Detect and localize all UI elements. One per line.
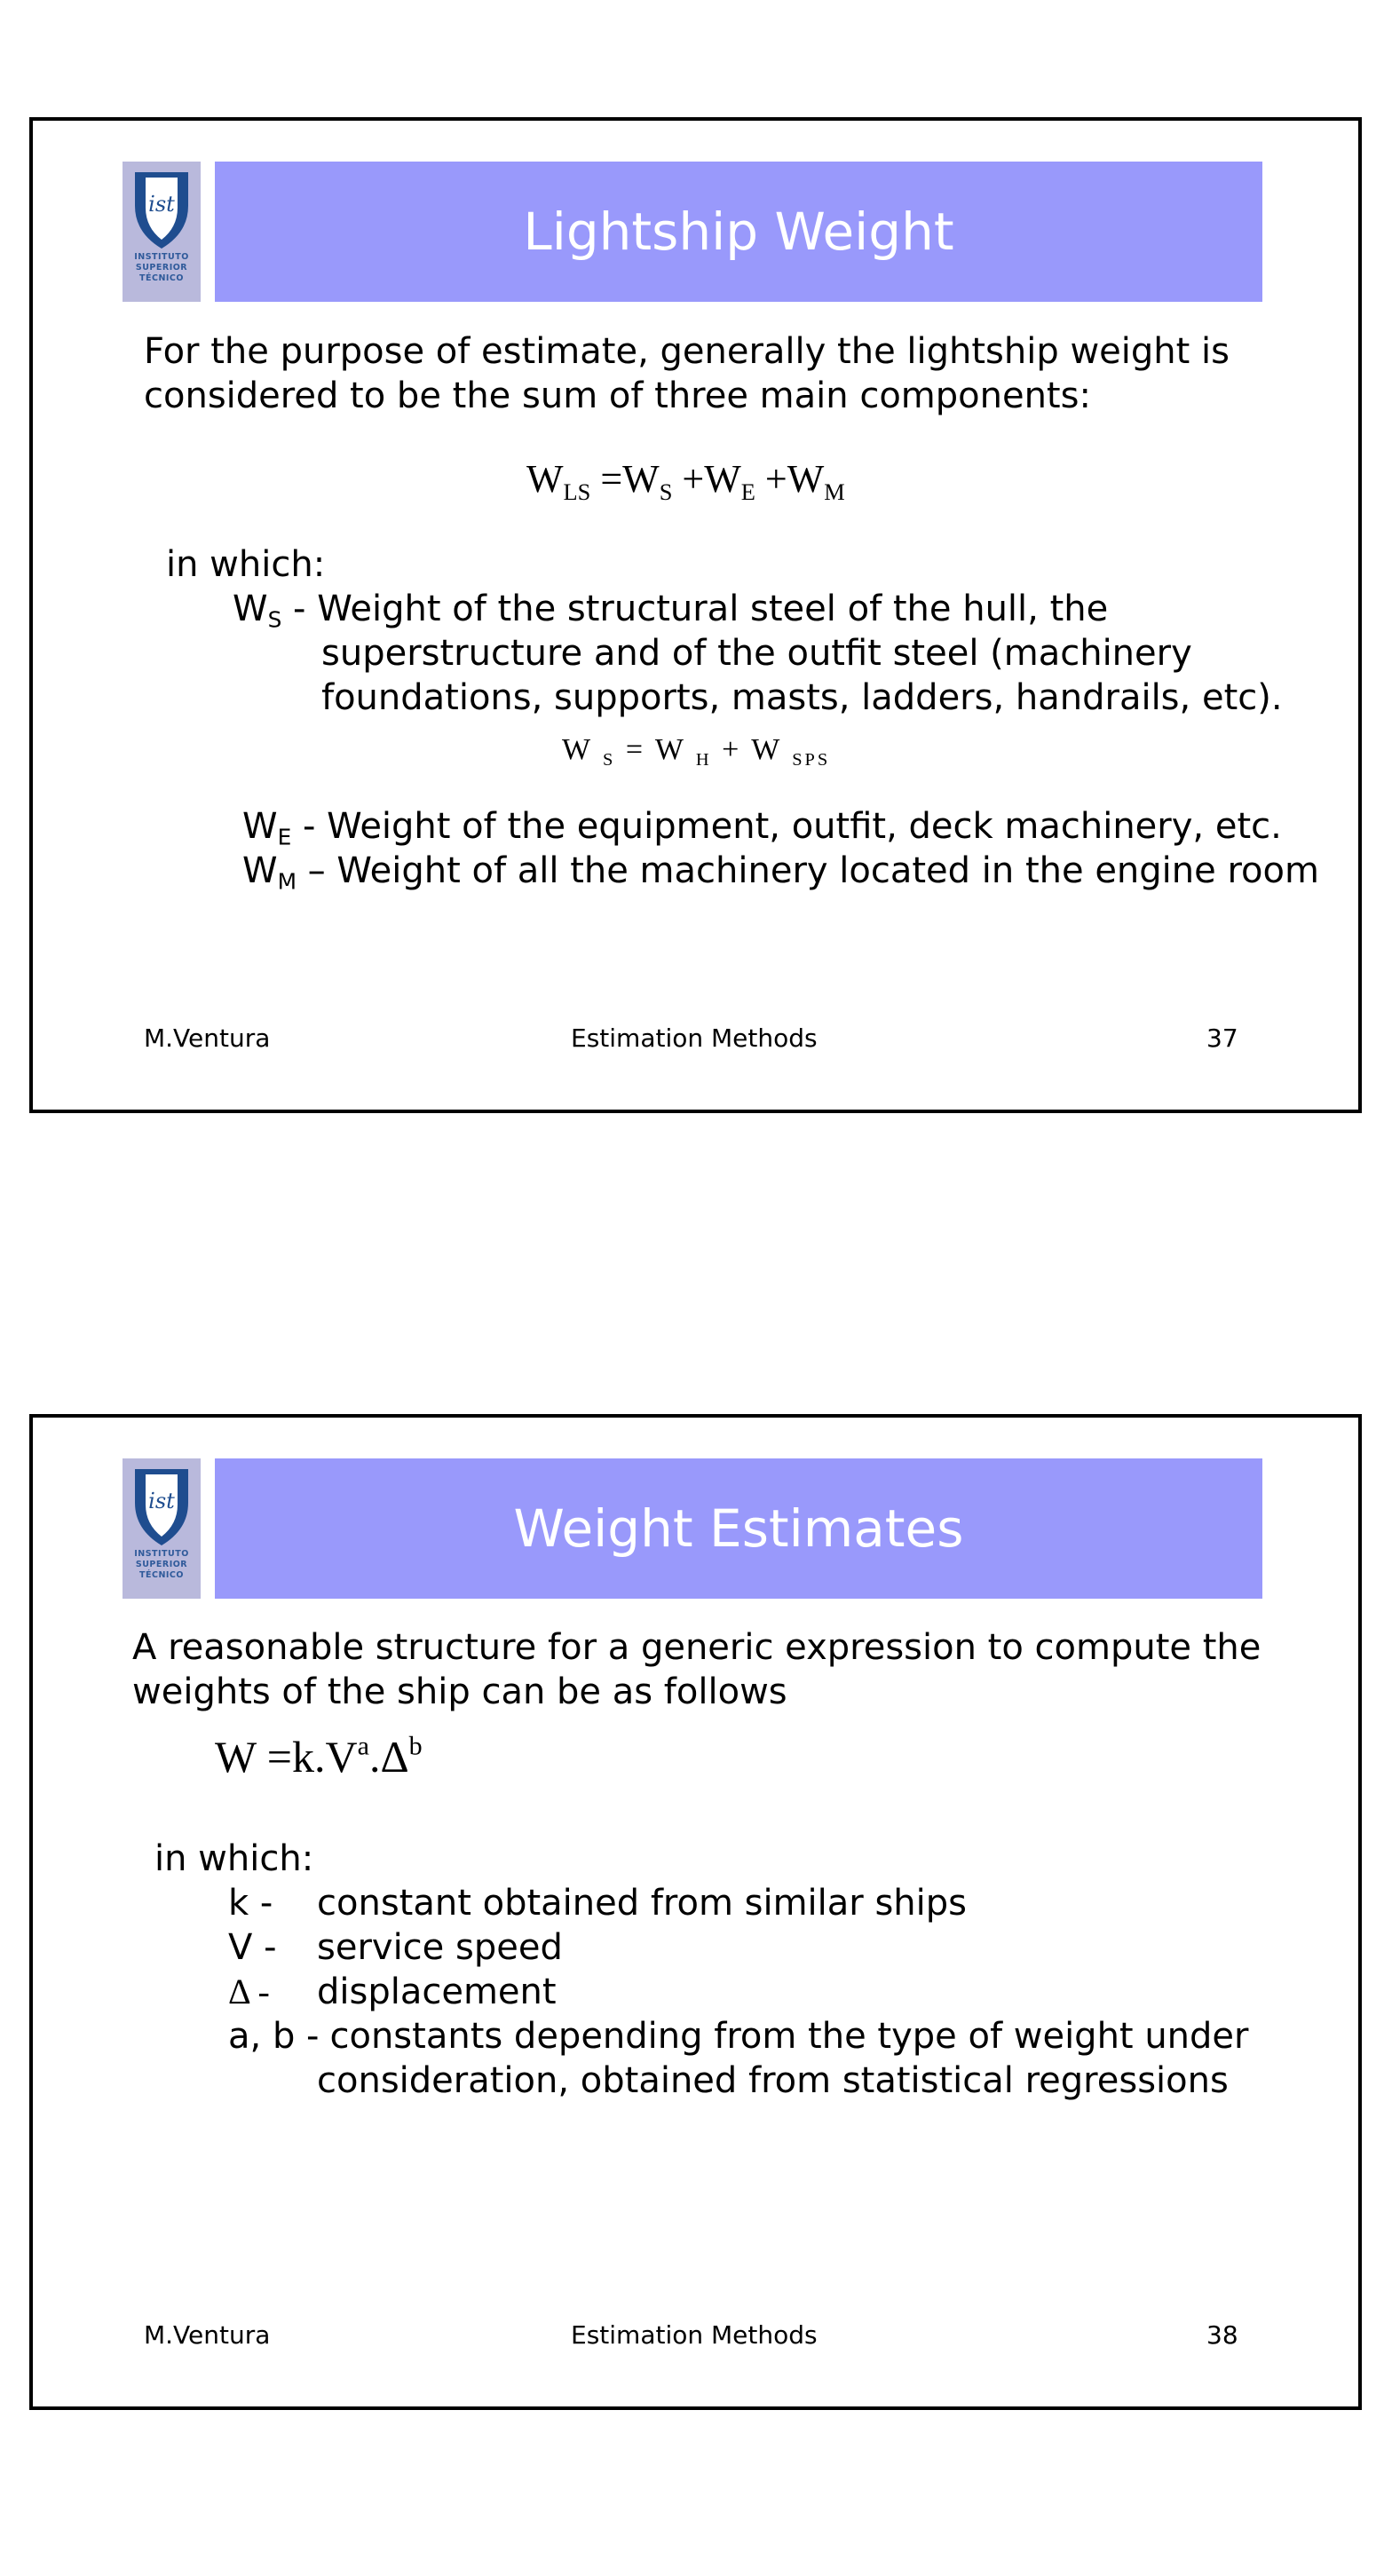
formula-structural-steel bbox=[562, 733, 830, 770]
footer-page-number: 37 bbox=[1206, 1023, 1238, 1053]
definition-ab-cont: consideration, obtained from statistical regressions bbox=[317, 2060, 1229, 2101]
slide-title: Lightship Weight bbox=[523, 201, 954, 262]
intro-line: For the purpose of estimate, generally the lightship weight is bbox=[144, 331, 1230, 372]
logo-line: INSTITUTO bbox=[134, 1549, 189, 1559]
formula-symbol: W bbox=[787, 457, 825, 501]
intro-line: A reasonable structure for a generic expression to compute the bbox=[132, 1627, 1261, 1668]
slide-weight-estimates bbox=[29, 1414, 1362, 2410]
definition-symbol: Δ - bbox=[228, 1972, 270, 2011]
footer-author: M.Ventura bbox=[144, 2320, 271, 2350]
ist-logo bbox=[123, 162, 201, 302]
definition-text: displacement bbox=[317, 1972, 557, 2012]
definition-symbol bbox=[233, 587, 317, 642]
symbol-subscript: S bbox=[267, 606, 282, 633]
symbol-separator: – bbox=[296, 850, 337, 891]
intro-line: considered to be the sum of three main components: bbox=[144, 375, 1091, 416]
formula-operator: + bbox=[722, 733, 739, 766]
formula-symbol: Δ bbox=[380, 1732, 409, 1782]
formula-symbol: W bbox=[704, 457, 741, 501]
ist-shield-icon bbox=[133, 170, 190, 250]
svg-text:ist: ist bbox=[148, 1489, 175, 1513]
definition-delta bbox=[228, 1970, 557, 2014]
title-banner bbox=[215, 1458, 1262, 1599]
formula-operator: + bbox=[764, 457, 787, 501]
formula-subscript: M bbox=[824, 478, 845, 506]
formula-operator: + bbox=[682, 457, 705, 501]
logo-line: SUPERIOR bbox=[135, 1560, 188, 1569]
definition-wm bbox=[242, 849, 1319, 904]
footer-course: Estimation Methods bbox=[571, 1023, 818, 1053]
logo-line: INSTITUTO bbox=[134, 252, 189, 262]
definition-text: service speed bbox=[317, 1927, 563, 1968]
formula-symbol: W bbox=[654, 733, 684, 766]
symbol-base: W bbox=[242, 806, 278, 847]
formula-symbol: W bbox=[622, 457, 660, 501]
formula-exponent: a bbox=[357, 1731, 369, 1761]
symbol-separator: - bbox=[291, 806, 328, 847]
formula-subscript: H bbox=[695, 750, 709, 770]
formula-lightship bbox=[526, 456, 845, 506]
formula-symbol: W bbox=[526, 457, 564, 501]
definition-text: Weight of the structural steel of the hull, the bbox=[317, 589, 1109, 629]
formula-subscript: SPS bbox=[792, 750, 831, 770]
footer-page-number: 38 bbox=[1206, 2320, 1238, 2350]
symbol-separator: - bbox=[281, 589, 318, 629]
definition-symbol: V - bbox=[228, 1927, 277, 1968]
ist-logo bbox=[123, 1458, 201, 1599]
symbol-subscript: M bbox=[277, 868, 297, 895]
formula-symbol: W bbox=[562, 733, 590, 766]
in-which-label: in which: bbox=[154, 1838, 314, 1879]
formula-operator: = bbox=[266, 1732, 292, 1782]
intro-line: weights of the ship can be as follows bbox=[132, 1671, 787, 1712]
formula-symbol: W bbox=[215, 1732, 257, 1782]
symbol-base: W bbox=[233, 589, 268, 629]
svg-text:ist: ist bbox=[148, 192, 175, 217]
definition-text: Weight of the equipment, outfit, deck machinery, etc. bbox=[327, 806, 1282, 847]
formula-exponent: b bbox=[408, 1731, 423, 1761]
footer-course: Estimation Methods bbox=[571, 2320, 818, 2350]
definition-ws-cont: superstructure and of the outfit steel (machinery bbox=[321, 633, 1192, 674]
definition-text: constants depending from the type of weight under bbox=[329, 2016, 1249, 2057]
definition-v bbox=[228, 1925, 563, 1970]
definition-ab bbox=[228, 2014, 1248, 2058]
symbol-base: W bbox=[242, 850, 278, 891]
formula-operator: . bbox=[368, 1732, 381, 1782]
symbol-subscript: E bbox=[277, 824, 292, 850]
formula-symbol: k.V bbox=[292, 1732, 358, 1782]
logo-line: TÉCNICO bbox=[139, 1570, 184, 1580]
definition-symbol: k - bbox=[228, 1883, 273, 1924]
slide-title: Weight Estimates bbox=[513, 1498, 964, 1559]
slide-lightship-weight bbox=[29, 117, 1362, 1113]
logo-line: TÉCNICO bbox=[139, 273, 184, 283]
intro-paragraph bbox=[132, 1625, 1261, 1714]
definition-text: constant obtained from similar ships bbox=[317, 1883, 967, 1924]
definition-text: Weight of all the machinery located in the engine room bbox=[336, 850, 1319, 891]
formula-subscript: S bbox=[659, 478, 673, 506]
definition-ws-cont: foundations, supports, masts, ladders, handrails, etc). bbox=[321, 677, 1283, 718]
formula-operator: = bbox=[600, 457, 623, 501]
title-banner bbox=[215, 162, 1262, 302]
in-which-label: in which: bbox=[166, 544, 326, 585]
definition-symbol: a, b - bbox=[228, 2016, 320, 2057]
intro-paragraph bbox=[144, 329, 1230, 418]
logo-line: SUPERIOR bbox=[135, 263, 188, 273]
formula-subscript: LS bbox=[563, 478, 591, 506]
formula-subscript: E bbox=[740, 478, 755, 506]
definition-k bbox=[228, 1881, 967, 1925]
footer-author: M.Ventura bbox=[144, 1023, 271, 1053]
formula-subscript: S bbox=[602, 750, 613, 770]
formula-weight bbox=[215, 1731, 423, 1782]
ist-shield-icon bbox=[133, 1467, 190, 1547]
formula-operator: = bbox=[625, 733, 644, 766]
formula-symbol: W bbox=[751, 733, 779, 766]
